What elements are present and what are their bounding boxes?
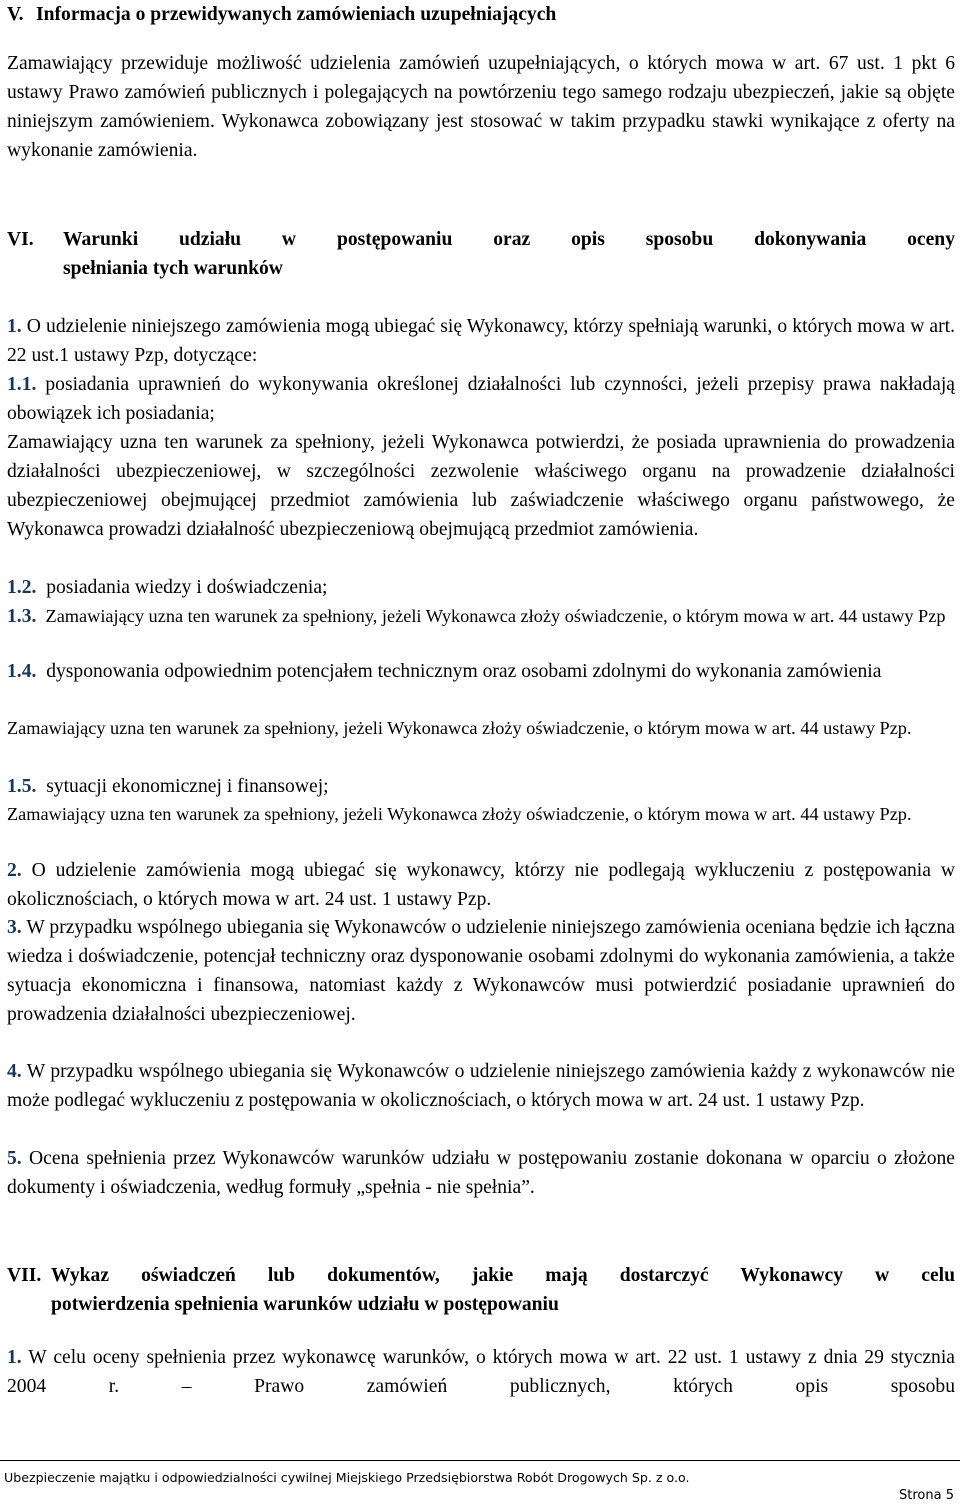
paragraph-number: 1.: [7, 1347, 22, 1368]
paragraph-number: 1.1.: [7, 374, 37, 395]
paragraph-number: 1.4.: [7, 661, 37, 682]
section-v-title: Informacja o przewidywanych zamówieniach uzupełniających: [36, 4, 557, 25]
section-v-body: Zamawiający przewiduje możliwość udzielenia zamówień uzupełniających, o których mowa w art. 67 ust. 1 pkt 6 ustawy Prawo zamówień publicznych i polegających na powtórzeniu tego samego rodzaju ubezpieczeń, jakie są objęte niniejszym zamówieniem. Wykonawca zobowiązany jest stosować w takim przypadku stawki wynikające z oferty na wykonanie zamówienia.: [7, 53, 955, 161]
section-vi-title-line2: spełniania tych warunków: [63, 258, 283, 279]
section-vii-title-line2: potwierdzenia spełnienia warunków udziału w postępowaniu: [51, 1294, 559, 1315]
paragraph-text: Ocena spełnienia przez Wykonawców warunków udziału w postępowaniu zostanie dokonana w oparciu o złożone dokumenty i oświadczenia, według formuły „spełnia - nie spełnia”.: [7, 1148, 955, 1198]
section-vii-title-line1: Wykaz oświadczeń lub dokumentów, jakie mają dostarczyć Wykonawcy w celu: [51, 1265, 955, 1286]
section-vi-paragraph-5: [7, 1144, 955, 1202]
paragraph-number: 1.3.: [7, 606, 37, 627]
section-vi-paragraph-1-1-condition: Zamawiający uzna ten warunek za spełniony, jeżeli Wykonawca potwierdzi, że posiada uprawnienia do prowadzenia działalności ubezpieczeniowej, w szczególności zezwolenie właściwego organu na prowadzenie działalności ubezpieczeniowej obejmującej przedmiot zamówienia lub zaświadczenie właściwego organu państwowego, że Wykonawca prowadzi działalność ubezpieczeniową obejmującą przedmiot zamówienia.: [7, 432, 955, 540]
section-vi-paragraph-4: [7, 1057, 955, 1115]
section-vi-paragraph-1-4: [7, 657, 955, 686]
paragraph-text: Zamawiający uzna ten warunek za spełniony, jeżeli Wykonawca złoży oświadczenie, o którym mowa w art. 44 ustawy Pzp: [45, 606, 946, 626]
section-vi-number: VI.: [7, 229, 34, 250]
paragraph-text: dysponowania odpowiednim potencjałem technicznym oraz osobami zdolnymi do wykonania zamówienia: [46, 661, 882, 682]
section-vi-paragraph-2: [7, 856, 955, 914]
paragraph-text: sytuacji ekonomicznej i finansowej;: [46, 776, 329, 797]
paragraph-text: W przypadku wspólnego ubiegania się Wykonawców o udzielenie niniejszego zamówienia każdy z wykonawców nie może podlegać wykluczeniu z postępowania w okolicznościach, o których mowa w art. 24 ust. 1 ustawy Pzp.: [7, 1061, 956, 1111]
paragraph-text: W celu oceny spełnienia przez wykonawcę warunków, o których mowa w art. 22 ust. 1 ustawy z dnia 29 stycznia 2004 r. – Prawo zamówień publicznych, których opis sposobu: [7, 1347, 955, 1397]
section-vii-paragraph-1: [7, 1343, 955, 1401]
section-vi-paragraph-1-4-condition: Zamawiający uzna ten warunek za spełniony, jeżeli Wykonawca złoży oświadczenie, o którym mowa w art. 44 ustawy Pzp.: [7, 718, 912, 738]
section-vi-paragraph-1-3: [7, 602, 955, 631]
paragraph-text: posiadania wiedzy i doświadczenia;: [46, 577, 328, 598]
paragraph-number: 1.: [7, 316, 22, 337]
section-vi-paragraph-1-5-condition: Zamawiający uzna ten warunek za spełniony, jeżeli Wykonawca złoży oświadczenie, o którym mowa w art. 44 ustawy Pzp.: [7, 804, 912, 824]
paragraph-number: 1.2.: [7, 577, 37, 598]
section-vi-title-line1: Warunki udziału w postępowaniu oraz opis sposobu dokonywania oceny: [63, 229, 955, 250]
section-vi-paragraph-3: [7, 913, 955, 1029]
section-vii-number: VII.: [7, 1265, 42, 1286]
paragraph-number: 3.: [7, 917, 22, 938]
section-vi-paragraph-1: [7, 312, 955, 370]
section-v-number: V.: [7, 4, 24, 25]
paragraph-text: O udzielenie niniejszego zamówienia mogą ubiegać się Wykonawcy, którzy spełniają warunki, o których mowa w art. 22 ust.1 ustawy Pzp, dotyczące:: [7, 316, 955, 366]
paragraph-text: posiadania uprawnień do wykonywania określonej działalności lub czynności, jeżeli przepisy prawa nakładają obowiązek ich posiadania;: [7, 374, 955, 424]
paragraph-number: 5.: [7, 1148, 22, 1169]
paragraph-text: W przypadku wspólnego ubiegania się Wykonawców o udzielenie niniejszego zamówienia oceniana będzie ich łączna wiedza i doświadczenie, potencjał techniczny oraz dysponowanie osobami zdolnymi do wykonania zamówienia, a także sytuacja ekonomiczna i finansowa, natomiast każdy z Wykonawców musi potwierdzić posiadanie uprawnień do prowadzenia działalności ubezpieczeniowej.: [7, 917, 955, 1025]
page-number: Strona 5: [899, 1488, 954, 1503]
paragraph-number: 2.: [7, 860, 22, 881]
paragraph-number: 4.: [7, 1061, 22, 1082]
section-vi-paragraph-1-1: [7, 370, 955, 428]
section-vi-paragraph-1-5: [7, 772, 955, 801]
section-v-heading: [7, 0, 955, 29]
paragraph-number: 1.5.: [7, 776, 37, 797]
footer-divider: [0, 1460, 960, 1461]
paragraph-text: O udzielenie zamówienia mogą ubiegać się wykonawcy, którzy nie podlegają wykluczeniu z postępowania w okolicznościach, o których mowa w art. 24 ust. 1 ustawy Pzp.: [7, 860, 955, 910]
section-vi-paragraph-1-2: [7, 573, 955, 602]
footer-title: Ubezpieczenie majątku i odpowiedzialności cywilnej Miejskiego Przedsiębiorstwa Robót Drogowych Sp. z o.o.: [4, 1470, 690, 1485]
